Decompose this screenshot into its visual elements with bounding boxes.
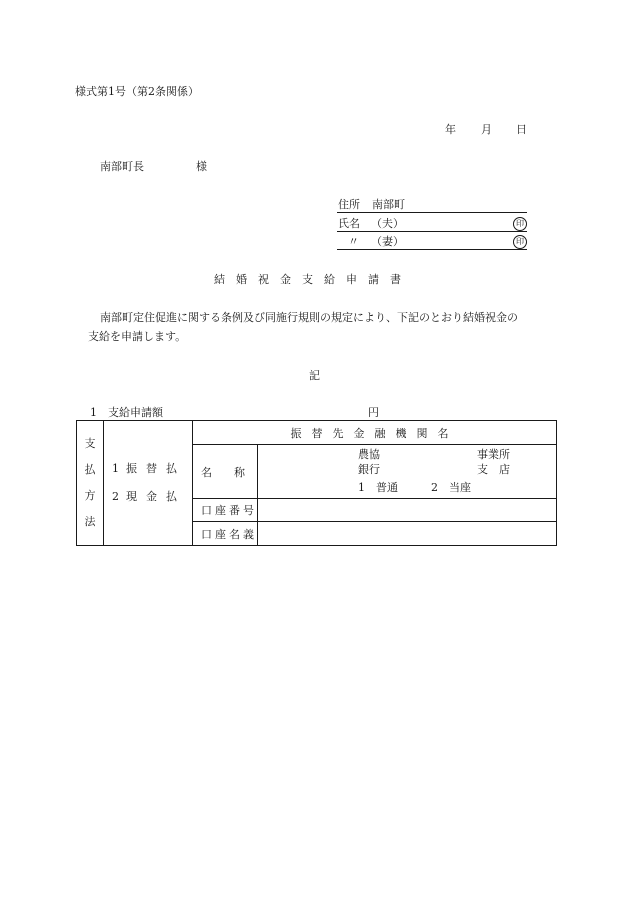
account-number-label: 口座番号 bbox=[193, 499, 258, 522]
address-value: 南部町 bbox=[372, 198, 405, 211]
jigyosho-label: 事業所 bbox=[477, 447, 510, 461]
document-title: 結婚祝金支給申請書 bbox=[214, 273, 412, 286]
bank-name-label: 名 称 bbox=[193, 445, 258, 499]
account-holder-label: 口座名義 bbox=[193, 522, 258, 546]
account-type-options: 1 普通 2 当座 bbox=[358, 480, 471, 494]
account-holder-field[interactable] bbox=[258, 522, 557, 546]
bank-name-cell bbox=[258, 445, 557, 499]
name-label: 氏名 bbox=[338, 217, 360, 230]
payment-method-options bbox=[104, 421, 193, 546]
addressee-name: 南部町長 bbox=[100, 160, 144, 173]
ki-heading: 記 bbox=[309, 369, 320, 382]
addressee-honorific: 様 bbox=[196, 160, 207, 173]
method-transfer: 1 振替払 bbox=[112, 462, 186, 475]
address-underline bbox=[337, 212, 527, 213]
wife-label: （妻） bbox=[371, 235, 404, 248]
nokyo-label: 農協 bbox=[358, 447, 380, 461]
form-number: 様式第1号（第2条関係） bbox=[75, 85, 199, 98]
item1-label: 1 支給申請額 bbox=[90, 406, 163, 419]
item1-unit: 円 bbox=[368, 406, 379, 419]
date-year: 年 bbox=[445, 123, 456, 136]
bank-header: 振替先金融機関名 bbox=[193, 421, 557, 445]
body-line-2: 支給を申請します。 bbox=[88, 330, 187, 343]
ditto-mark: 〃 bbox=[348, 235, 359, 248]
address-label: 住所 bbox=[338, 198, 360, 211]
date-day: 日 bbox=[516, 123, 527, 136]
account-number-field[interactable] bbox=[258, 499, 557, 522]
date-month: 月 bbox=[481, 123, 492, 136]
method-cash: 2 現金払 bbox=[112, 490, 186, 503]
wife-underline bbox=[337, 249, 527, 250]
ginko-label: 銀行 bbox=[358, 462, 380, 476]
husband-label: （夫） bbox=[371, 217, 404, 230]
husband-underline bbox=[337, 231, 527, 232]
seal-mark-wife: 印 bbox=[513, 235, 527, 249]
seal-mark-husband: 印 bbox=[513, 217, 527, 231]
shiten-label: 支 店 bbox=[477, 462, 510, 476]
payment-table bbox=[76, 420, 557, 546]
body-line-1: 南部町定住促進に関する条例及び同施行規則の規定により、下記のとおり結婚祝金の bbox=[100, 311, 518, 324]
payment-method-side-label: 支 払 方 法 bbox=[77, 421, 104, 546]
